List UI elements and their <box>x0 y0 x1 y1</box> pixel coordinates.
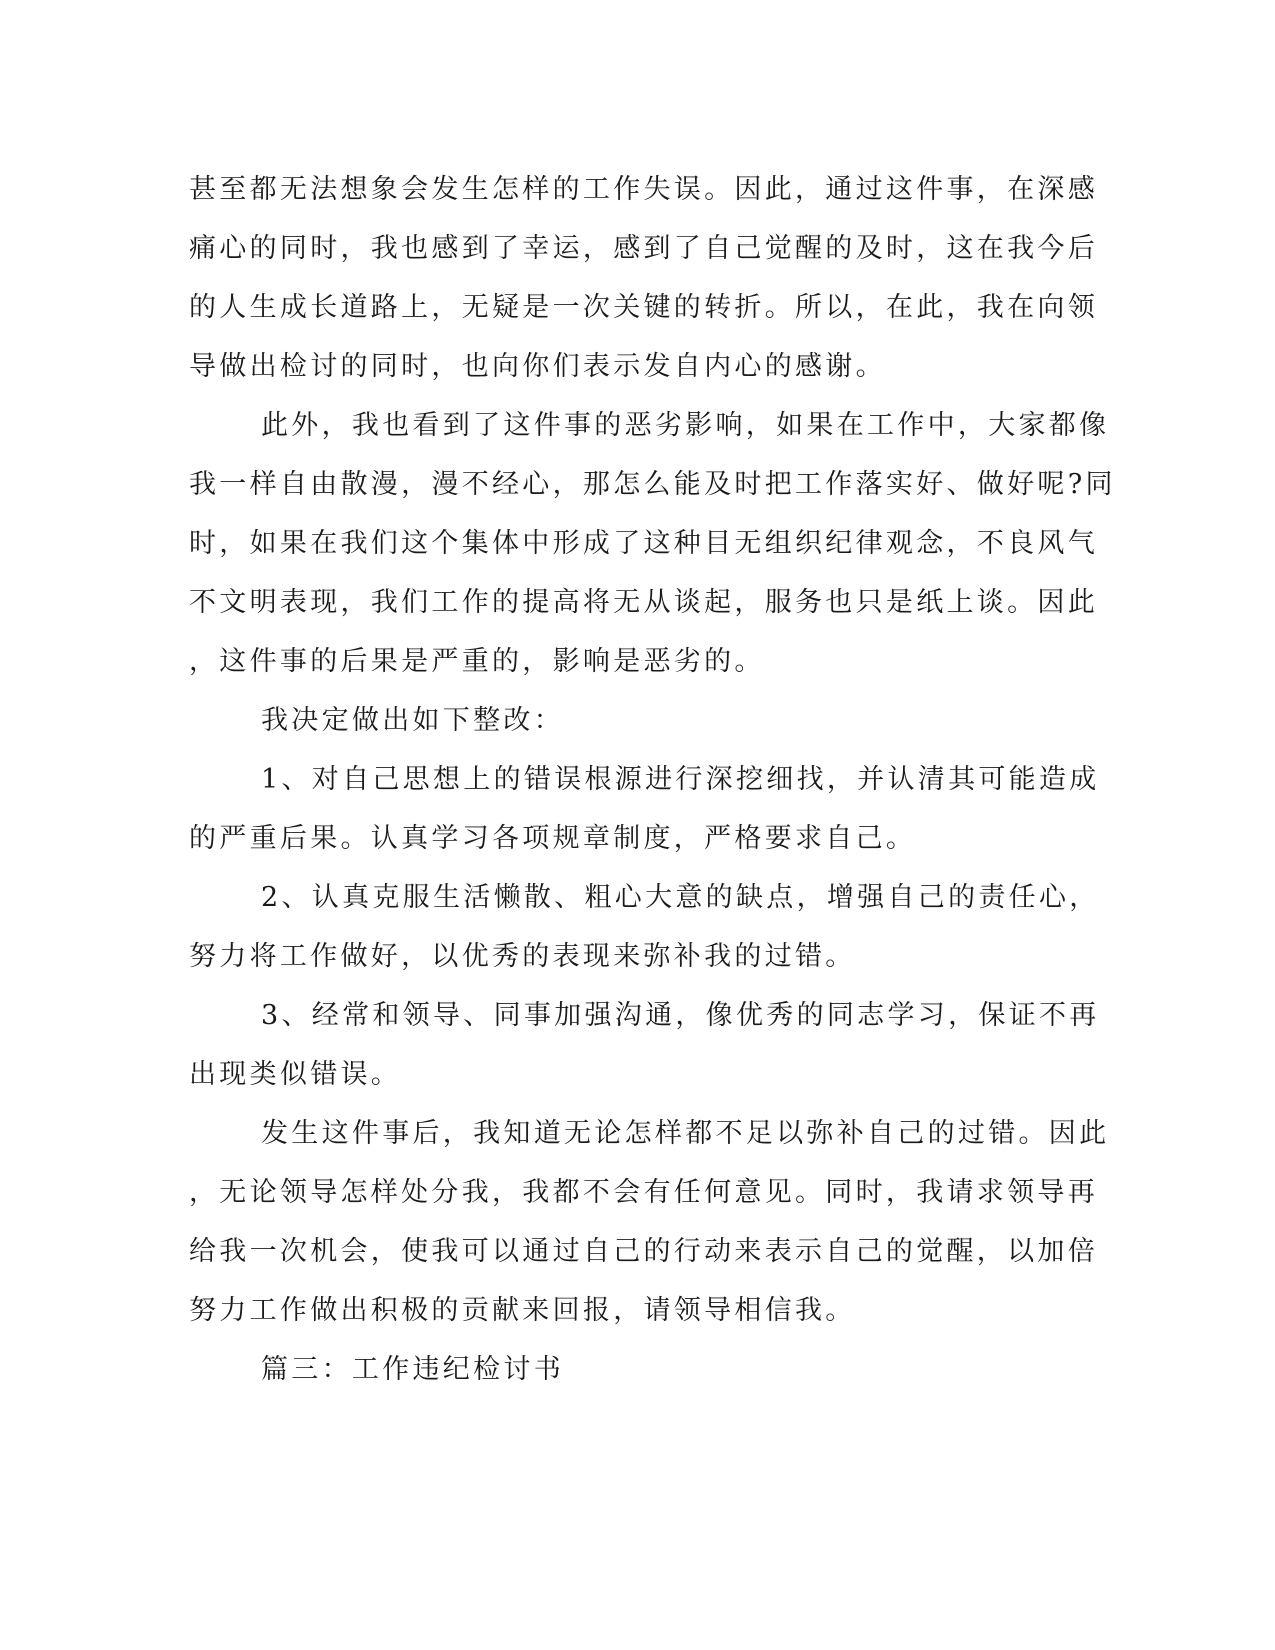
list-item-3-line: 3、经常和领导、同事加强沟通，像优秀的同志学习，保证不再 <box>261 1000 1100 1031</box>
list-item-1-line: 1、对自己思想上的错误根源进行深挖细找，并认清其可能造成 <box>261 764 1100 795</box>
list-item-2-line: 2、认真克服生活懒散、粗心大意的缺点，增强自己的责任心， <box>261 882 1100 913</box>
text-line: 不文明表现，我们工作的提高将无从谈起，服务也只是纸上谈。因此 <box>189 587 1098 618</box>
text-line: ，无论领导怎样处分我，我都不会有任何意见。同时，我请求领导再 <box>189 1177 1098 1208</box>
text-line: 我一样自由散漫，漫不经心，那怎么能及时把工作落实好、做好呢?同 <box>189 469 1116 500</box>
paragraph-start-line: 我决定做出如下整改： <box>261 705 564 736</box>
text-line: 时，如果在我们这个集体中形成了这种目无组织纪律观念，不良风气 <box>189 528 1098 559</box>
text-line: 导做出检讨的同时，也向你们表示发自内心的感谢。 <box>189 351 886 382</box>
text-line: 痛心的同时，我也感到了幸运，感到了自己觉醒的及时，这在我今后 <box>189 233 1098 264</box>
paragraph-start-line: 发生这件事后，我知道无论怎样都不足以弥补自己的过错。因此 <box>261 1118 1110 1149</box>
text-line: 的严重后果。认真学习各项规章制度，严格要求自己。 <box>189 823 917 854</box>
text-line: ，这件事的后果是严重的，影响是恶劣的。 <box>189 646 765 677</box>
text-line: 出现类似错误。 <box>189 1059 402 1090</box>
text-line: 努力工作做出积极的贡献来回报，请领导相信我。 <box>189 1295 856 1326</box>
text-line: 努力将工作做好，以优秀的表现来弥补我的过错。 <box>189 941 856 972</box>
paragraph-start-line: 此外，我也看到了这件事的恶劣影响，如果在工作中，大家都像 <box>261 410 1110 441</box>
text-line: 甚至都无法想象会发生怎样的工作失误。因此，通过这件事，在深感 <box>189 174 1098 205</box>
text-line: 给我一次机会，使我可以通过自己的行动来表示自己的觉醒，以加倍 <box>189 1236 1098 1267</box>
text-line: 的人生成长道路上，无疑是一次关键的转折。所以，在此，我在向领 <box>189 292 1098 323</box>
section-heading: 篇三：工作违纪检讨书 <box>261 1354 564 1385</box>
